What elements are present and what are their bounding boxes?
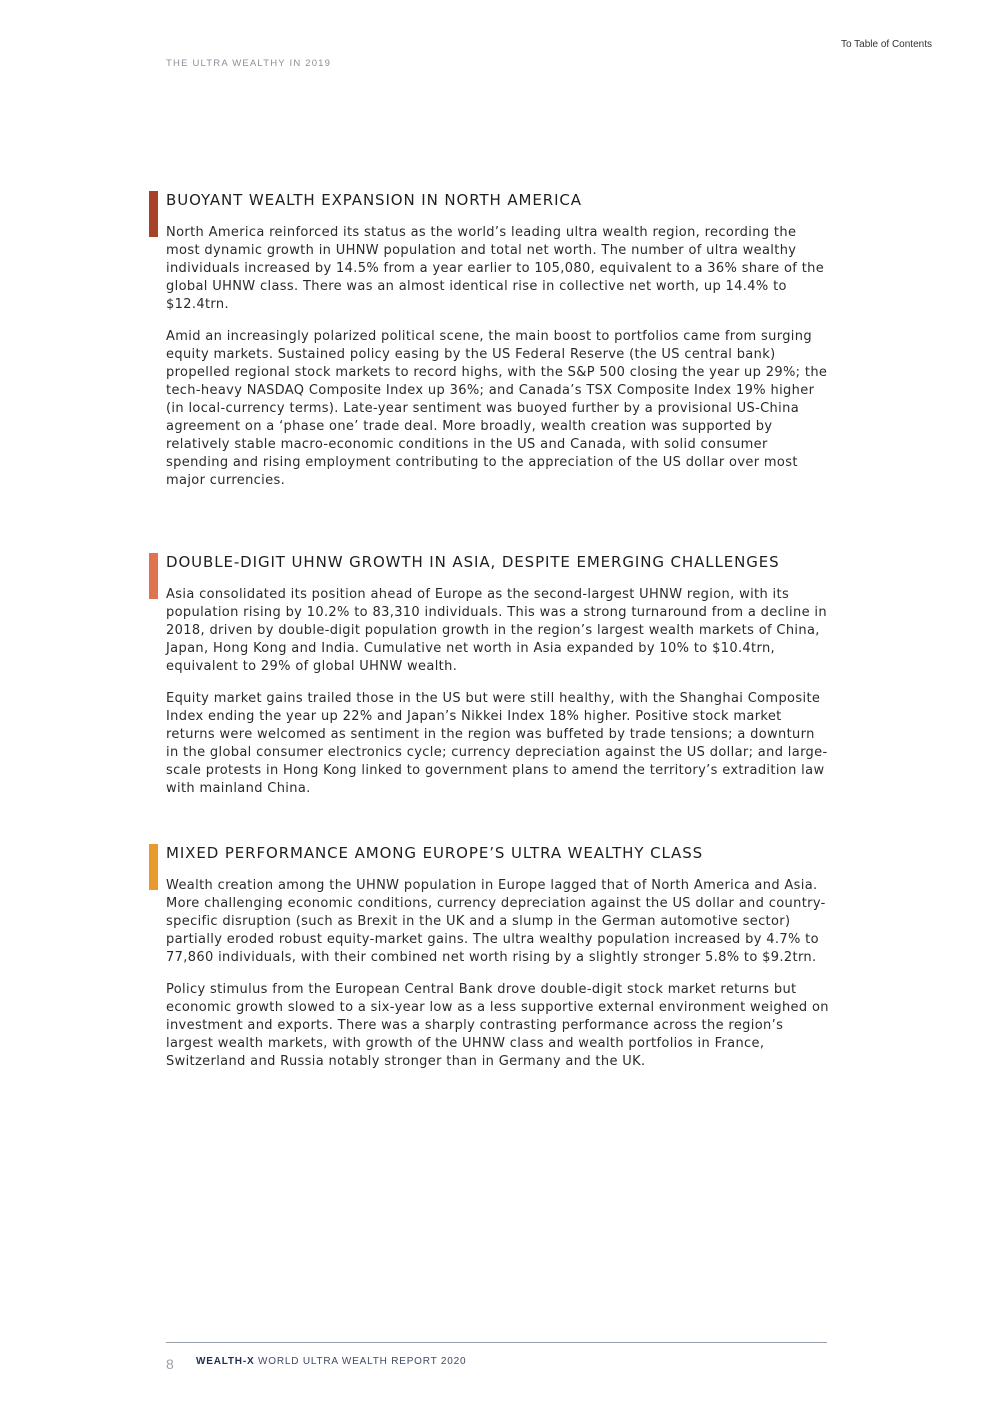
section-asia [166,553,831,798]
section-paragraph: Policy stimulus from the European Central Bank drove double-digit stock market returns but economic growth slowed to a six-year low as a less supportive external environment weighed on investment and exports. There was a sharply contrasting performance across the region’s largest wealth markets, with growth of the UHNW class and wealth portfolios in France, Switzerland and Russia notably stronger than in Germany and the UK. [166,982,829,1069]
section-accent-bar [149,553,158,599]
section-north-america [166,191,831,490]
section-paragraph: Wealth creation among the UHNW population in Europe lagged that of North America and Asia. More challenging economic conditions, currency depreciation against the US dollar and country-specific disruption (such as Brexit in the UK and a slump in the German automotive sector) partially eroded robust equity-market gains. The ultra wealthy population increased by 4.7% to 77,860 individuals, with their combined net worth rising by a slightly stronger 5.8% to $9.2trn. [166,878,826,965]
footer-report-title [196,1356,466,1367]
section-europe [166,844,831,1071]
section-paragraph: Asia consolidated its position ahead of Europe as the second-largest UHNW region, with its population rising by 10.2% to 83,310 individuals. This was a strong turnaround from a decline in 2018, driven by double-digit population growth in the region’s largest wealth markets of China, Japan, Hong Kong and India. Cumulative net worth in Asia expanded by 10% to $10.4trn, equivalent to 29% of global UHNW wealth. [166,587,827,674]
section-title: MIXED PERFORMANCE AMONG EUROPE’S ULTRA WEALTHY CLASS [166,844,704,862]
section-title: DOUBLE-DIGIT UHNW GROWTH IN ASIA, DESPITE EMERGING CHALLENGES [166,553,780,571]
section-accent-bar [149,191,158,237]
section-accent-bar [149,844,158,890]
section-paragraph: North America reinforced its status as the world’s leading ultra wealth region, recording the most dynamic growth in UHNW population and total net worth. The number of ultra wealthy individuals increased by 14.5% from a year earlier to 105,080, equivalent to a 36% share of the global UHNW class. There was an almost identical rise in collective net worth, up 14.4% to $12.4trn. [166,225,825,312]
section-paragraph: Amid an increasingly polarized political scene, the main boost to portfolios came from surging equity markets. Sustained policy easing by the US Federal Reserve (the US central bank) propelled regional stock markets to record highs, with the S&P 500 closing the year up 29%; the tech-heavy NASDAQ Composite Index up 36%; and Canada’s TSX Composite Index 19% higher (in local-currency terms). Late-year sentiment was buoyed further by a provisional US-China agreement on a ‘phase one’ trade deal. More broadly, wealth creation was supported by relatively stable macro-economic conditions in the US and Canada, with solid consumer spending and rising employment contributing to the appreciation of the US dollar over most major currencies. [166,329,828,488]
page-number: 8 [166,1356,174,1372]
table-of-contents-link[interactable]: To Table of Contents [841,39,932,50]
footer-divider [166,1342,827,1343]
running-header: THE ULTRA WEALTHY IN 2019 [166,58,332,69]
section-paragraph: Equity market gains trailed those in the US but were still healthy, with the Shanghai Composite Index ending the year up 22% and Japan’s Nikkei Index 18% higher. Positive stock market returns were welcomed as sentiment in the region was buffeted by trade tensions; a downturn in the global consumer electronics cycle; currency depreciation against the US dollar; and large-scale protests in Hong Kong linked to government plans to amend the territory’s extradition law with mainland China. [166,691,828,796]
footer-brand: WEALTH-X [196,1356,255,1367]
section-title: BUOYANT WEALTH EXPANSION IN NORTH AMERICA [166,191,582,209]
footer-report-name: WORLD ULTRA WEALTH REPORT 2020 [258,1356,467,1367]
